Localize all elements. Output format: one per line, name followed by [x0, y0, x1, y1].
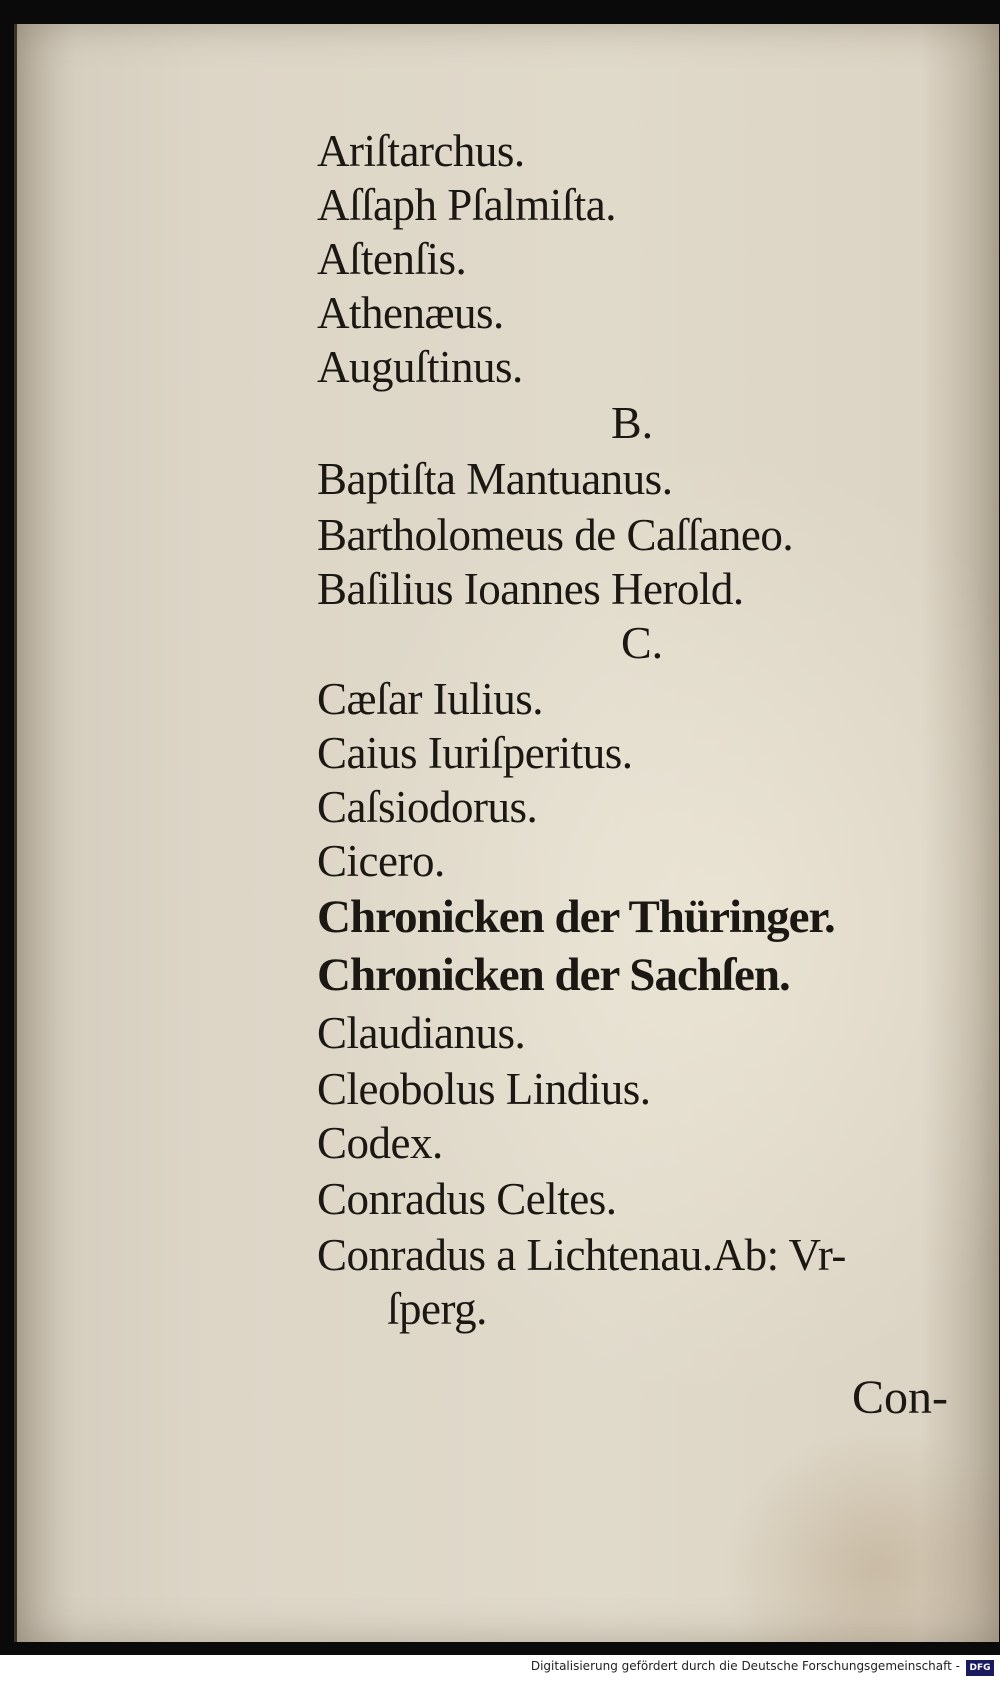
index-entry: Cleobolus Lindius.: [317, 1064, 651, 1114]
digitization-footer: [0, 1655, 1000, 1682]
section-letter-b: B.: [611, 397, 654, 448]
index-entry: Caſsiodorus.: [317, 782, 538, 832]
index-entry: Ariſtarchus.: [317, 126, 525, 176]
funding-credit: Digitalisierung gefördert durch die Deutsche Forschungsgemeinschaft -: [530, 1659, 960, 1673]
index-entry-continuation: ſperg.: [387, 1284, 487, 1334]
catchword: Con-: [852, 1371, 948, 1424]
index-entry: Baptiſta Mantuanus.: [317, 454, 673, 504]
index-entry: Baſilius Ioannes Herold.: [317, 564, 744, 614]
index-entry: Aſtenſis.: [317, 234, 467, 284]
book-page: [14, 24, 999, 1642]
index-entry: Caius Iuriſperitus.: [317, 728, 633, 778]
index-entry: Conradus a Lichtenau.Ab: Vr-: [317, 1230, 846, 1280]
index-entry-fraktur: Chronicken der Thüringer.: [317, 891, 835, 943]
section-letter-c: C.: [621, 617, 664, 668]
index-entry: Bartholomeus de Caſſaneo.: [317, 510, 794, 560]
dfg-logo: DFG: [966, 1660, 994, 1676]
index-entry: Conradus Celtes.: [317, 1174, 617, 1224]
index-entry: Claudianus.: [317, 1008, 526, 1058]
index-entry: Auguſtinus.: [317, 342, 523, 392]
index-entry: Cæſar Iulius.: [317, 674, 543, 724]
index-entry: Athenæus.: [317, 288, 504, 338]
index-entry: Aſſaph Pſalmiſta.: [317, 180, 616, 230]
index-entry: Codex.: [317, 1118, 443, 1168]
index-entry: Cicero.: [317, 836, 445, 886]
index-entry-fraktur: Chronicken der Sachſen.: [317, 949, 790, 1001]
